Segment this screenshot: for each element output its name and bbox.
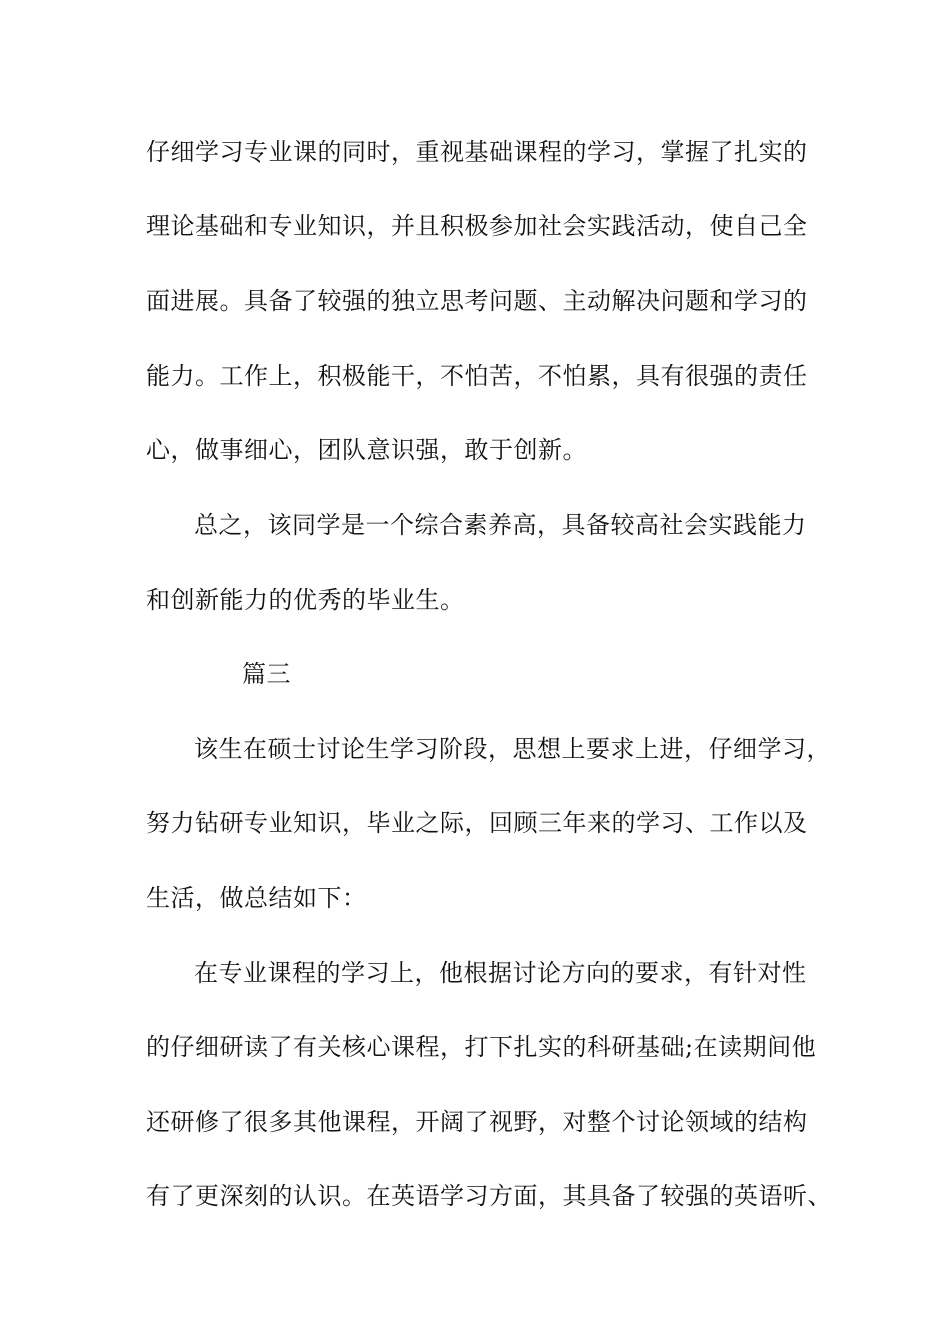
text-line: 能力。工作上，积极能干，不怕苦，不怕累，具有很强的责任 <box>146 362 808 390</box>
text-line: 理论基础和专业知识，并且积极参加社会实践活动，使自己全 <box>146 212 808 240</box>
text-line: 面进展。具备了较强的独立思考问题、主动解决问题和学习的 <box>146 287 808 315</box>
text-line: 和创新能力的优秀的毕业生。 <box>146 586 465 614</box>
text-line: 努力钻研专业知识，毕业之际，回顾三年来的学习、工作以及 <box>146 809 808 837</box>
text-line: 仔细学习专业课的同时，重视基础课程的学习，掌握了扎实的 <box>146 138 808 166</box>
section-heading: 篇三 <box>242 660 291 688</box>
text-line: 心，做事细心，团队意识强，敢于创新。 <box>146 436 587 464</box>
text-line: 该生在硕士讨论生学习阶段，思想上要求上进，仔细学习， <box>194 735 831 763</box>
text-line: 总之，该同学是一个综合素养高，具备较高社会实践能力 <box>194 511 807 539</box>
text-line: 生活，做总结如下： <box>146 884 367 912</box>
text-line: 还研修了很多其他课程，开阔了视野，对整个讨论领域的结构 <box>146 1108 808 1136</box>
text-line: 有了更深刻的认识。在英语学习方面，其具备了较强的英语听、 <box>146 1182 832 1210</box>
text-line: 的仔细研读了有关核心课程，打下扎实的科研基础;在读期间他 <box>146 1033 817 1061</box>
text-line: 在专业课程的学习上，他根据讨论方向的要求，有针对性 <box>194 959 807 987</box>
